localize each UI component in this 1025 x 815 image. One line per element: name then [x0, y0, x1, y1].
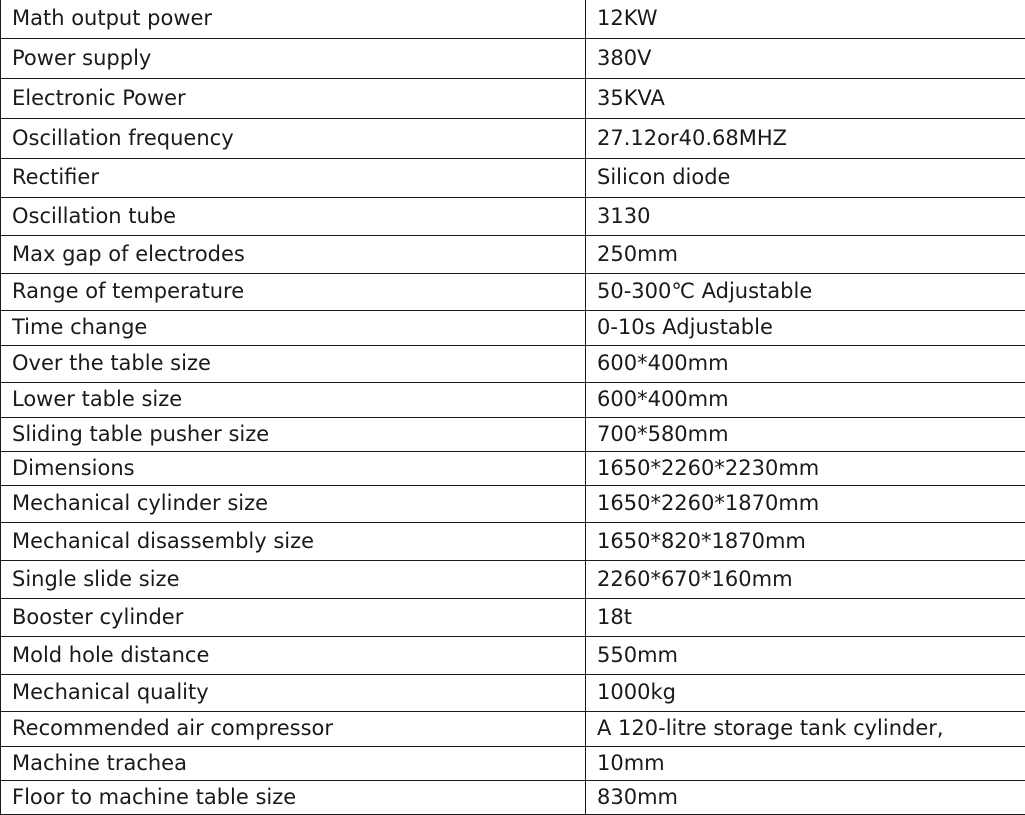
param-value: 380V: [586, 38, 1025, 78]
table-row: [1, 310, 1025, 345]
param-value: A 120-litre storage tank cylinder,: [586, 711, 1025, 746]
param-name: Power supply: [1, 38, 586, 78]
param-name: Over the table size: [1, 345, 586, 382]
param-value: 2260*670*160mm: [586, 560, 1025, 598]
table-row: [1, 598, 1025, 636]
table-row: [1, 417, 1025, 451]
param-value: 550mm: [586, 636, 1025, 674]
param-value: 1650*2260*2230mm: [586, 451, 1025, 485]
param-value: 250mm: [586, 235, 1025, 273]
param-value: 35KVA: [586, 78, 1025, 118]
spec-table-body: [1, 0, 1025, 814]
table-row: [1, 273, 1025, 310]
param-name: Oscillation tube: [1, 197, 586, 235]
param-value: 12KW: [586, 0, 1025, 38]
param-name: Booster cylinder: [1, 598, 586, 636]
param-value: 27.12or40.68MHZ: [586, 118, 1025, 158]
param-name: Range of temperature: [1, 273, 586, 310]
table-row: [1, 522, 1025, 560]
table-row: [1, 485, 1025, 522]
param-value: 18t: [586, 598, 1025, 636]
param-value: 600*400mm: [586, 382, 1025, 417]
param-value: 830mm: [586, 780, 1025, 814]
param-value: 1650*2260*1870mm: [586, 485, 1025, 522]
param-name: Dimensions: [1, 451, 586, 485]
param-name: Rectifier: [1, 158, 586, 197]
param-name: Max gap of electrodes: [1, 235, 586, 273]
table-row: [1, 451, 1025, 485]
table-row: [1, 78, 1025, 118]
param-value: Silicon diode: [586, 158, 1025, 197]
param-value: 1000kg: [586, 674, 1025, 711]
param-name: Mechanical cylinder size: [1, 485, 586, 522]
table-row: [1, 711, 1025, 746]
table-row: [1, 382, 1025, 417]
table-row: [1, 780, 1025, 814]
param-name: Machine trachea: [1, 746, 586, 780]
param-name: Math output power: [1, 0, 586, 38]
param-value: 10mm: [586, 746, 1025, 780]
table-row: [1, 0, 1025, 38]
table-row: [1, 235, 1025, 273]
table-row: [1, 560, 1025, 598]
param-name: Electronic Power: [1, 78, 586, 118]
param-value: 600*400mm: [586, 345, 1025, 382]
param-name: Single slide size: [1, 560, 586, 598]
param-name: Time change: [1, 310, 586, 345]
param-value: 700*580mm: [586, 417, 1025, 451]
param-value: 0-10s Adjustable: [586, 310, 1025, 345]
param-name: Mechanical quality: [1, 674, 586, 711]
param-name: Recommended air compressor: [1, 711, 586, 746]
param-name: Oscillation frequency: [1, 118, 586, 158]
param-name: Mechanical disassembly size: [1, 522, 586, 560]
table-row: [1, 158, 1025, 197]
param-name: Lower table size: [1, 382, 586, 417]
param-value: 3130: [586, 197, 1025, 235]
table-row: [1, 746, 1025, 780]
table-row: [1, 674, 1025, 711]
param-name: Sliding table pusher size: [1, 417, 586, 451]
param-name: Floor to machine table size: [1, 780, 586, 814]
table-row: [1, 118, 1025, 158]
table-row: [1, 197, 1025, 235]
param-name: Mold hole distance: [1, 636, 586, 674]
table-row: [1, 636, 1025, 674]
param-value: 1650*820*1870mm: [586, 522, 1025, 560]
table-row: [1, 345, 1025, 382]
param-value: 50-300℃ Adjustable: [586, 273, 1025, 310]
table-row: [1, 38, 1025, 78]
